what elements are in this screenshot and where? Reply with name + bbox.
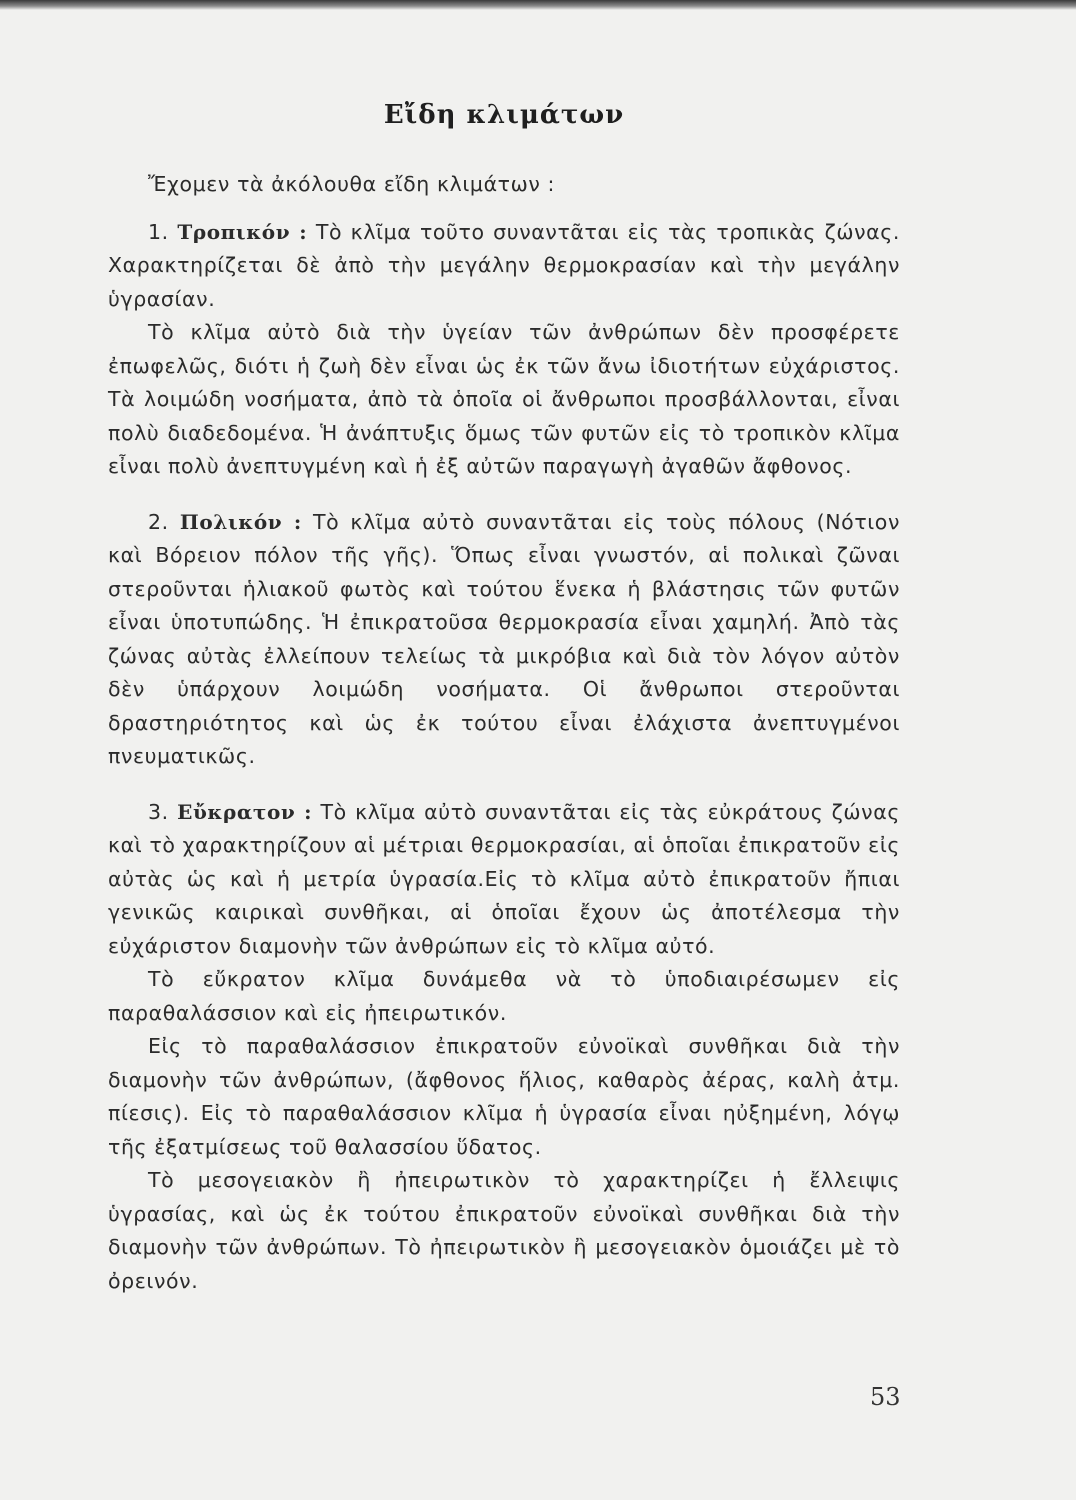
section-2-term: Πολικόν : — [179, 509, 302, 534]
section-2-text-1: Τὸ κλῖμα αὐτὸ συναντᾶται εἰς τοὺς πόλους (Νότιον καὶ Βόρειον πόλον τῆς γῆς). Ὅπως εἶναι γνωστόν, αἱ πολικαὶ ζῶναι στεροῦνται ἡλιακοῦ φωτὸς καὶ τούτου ἕνεκα ἡ βλάστησις τῶν φυτῶν εἶναι ὑποτυπώδης. Ἡ ἐπικρατοῦσα θερμοκρασία εἶναι χαμηλή. Ἀπὸ τὰς ζώνας αὐτὰς ἐλλείπουν τελείως τὰ μικρόβια καὶ διὰ τὸν λόγον αὐτὸν δὲν ὑπάρχουν λοιμώδη νοσήματα. Οἱ ἄνθρωποι στεροῦνται δραστηριότητος καὶ ὡς ἐκ τούτου εἶναι ἐλάχιστα ἀνεπτυγμένοι πνευματικῶς. — [108, 509, 900, 768]
section-1-term: Τροπικόν : — [177, 219, 308, 244]
section-1-paragraph-1 — [108, 216, 900, 317]
section-2-number: 2. — [148, 509, 169, 534]
scan-top-edge — [0, 0, 1076, 10]
section-1-number: 1. — [148, 219, 169, 244]
section-3-number: 3. — [148, 799, 169, 824]
section-3-paragraph-1 — [108, 796, 900, 964]
intro-text: Ἔχομεν τὰ ἀκόλουθα εἴδη κλιμάτων : — [148, 172, 556, 196]
document-page — [108, 100, 900, 1298]
section-3-text-1: Τὸ κλῖμα αὐτὸ συναντᾶται εἰς τὰς εὐκράτους ζώνας καὶ τὸ χαρακτηρίζουν αἱ μέτριαι θερμοκρασίαι, αἱ ὁποῖαι ἐπικρατοῦν εἰς αὐτὰς ὡς καὶ ἡ μετρία ὑγρασία.Εἰς τὸ κλῖμα αὐτὸ ἐπικρατοῦν ἤπιαι γενικῶς καιρικαὶ συνθῆκαι, αἱ ὁποῖαι ἔχουν ὡς ἀποτέλεσμα τὴν εὐχάριστον διαμονὴν τῶν ἀνθρώπων εἰς τὸ κλῖμα αὐτό. — [108, 799, 900, 958]
section-2-paragraph-1 — [108, 506, 900, 774]
section-3-paragraph-3: Εἰς τὸ παραθαλάσσιον ἐπικρατοῦν εὐνοϊκαὶ συνθῆκαι διὰ τὴν διαμονὴν τῶν ἀνθρώπων, (ἄφθονος ἥλιος, καθαρὸς ἀέρας, καλὴ ἀτμ. πίεσις). Εἰς τὸ παραθαλάσσιον κλῖμα ἡ ὑγρασία εἶναι ηὐξημένη, λόγῳ τῆς ἐξατμίσεως τοῦ θαλασσίου ὕδατος. — [108, 1034, 900, 1159]
section-1-text-1: Τὸ κλῖμα τοῦτο συναντᾶται εἰς τὰς τροπικὰς ζώνας. Χαρακτηρίζεται δὲ ἀπὸ τὴν μεγάλην θερμοκρασίαν καὶ τὴν μεγάλην ὑγρασίαν. — [108, 219, 900, 311]
section-3-term: Εὔκρατον : — [177, 799, 313, 824]
section-3-paragraph-4: Τὸ μεσογειακὸν ἢ ἠπειρωτικὸν τὸ χαρακτηρίζει ἡ ἔλλειψις ὑγρασίας, καὶ ὡς ἐκ τούτου ἐπικρατοῦν εὐνοϊκαὶ συνθῆκαι διὰ τὴν διαμονὴν τῶν ἀνθρώπων. Τὸ ἠπειρωτικὸν ἢ μεσογειακὸν ὁμοιάζει μὲ τὸ ὀρεινόν. — [108, 1168, 900, 1293]
page-number: 53 — [870, 1383, 901, 1411]
page-title: Εἴδη κλιμάτων — [383, 100, 625, 130]
section-3-paragraph-2: Τὸ εὔκρατον κλῖμα δυνάμεθα νὰ τὸ ὑποδιαιρέσωμεν εἰς παραθαλάσσιον καὶ εἰς ἠπειρωτικόν. — [108, 967, 900, 1025]
section-1-paragraph-2: Τὸ κλῖμα αὐτὸ διὰ τὴν ὑγείαν τῶν ἀνθρώπων δὲν προσφέρετε ἐπωφελῶς, διότι ἡ ζωὴ δὲν εἶναι ὡς ἐκ τῶν ἄνω ἰδιοτήτων εὐχάριστος. Τὰ λοιμώδη νοσήματα, ἀπὸ τὰ ὁποῖα οἱ ἄνθρωποι προσβάλλονται, εἶναι πολὺ διαδεδομένα. Ἡ ἀνάπτυξις ὅμως τῶν φυτῶν εἰς τὸ τροπικὸν κλῖμα εἶναι πολὺ ἀνεπτυγμένη καὶ ἡ ἐξ αὐτῶν παραγωγὴ ἀγαθῶν ἄφθονος. — [108, 320, 900, 478]
